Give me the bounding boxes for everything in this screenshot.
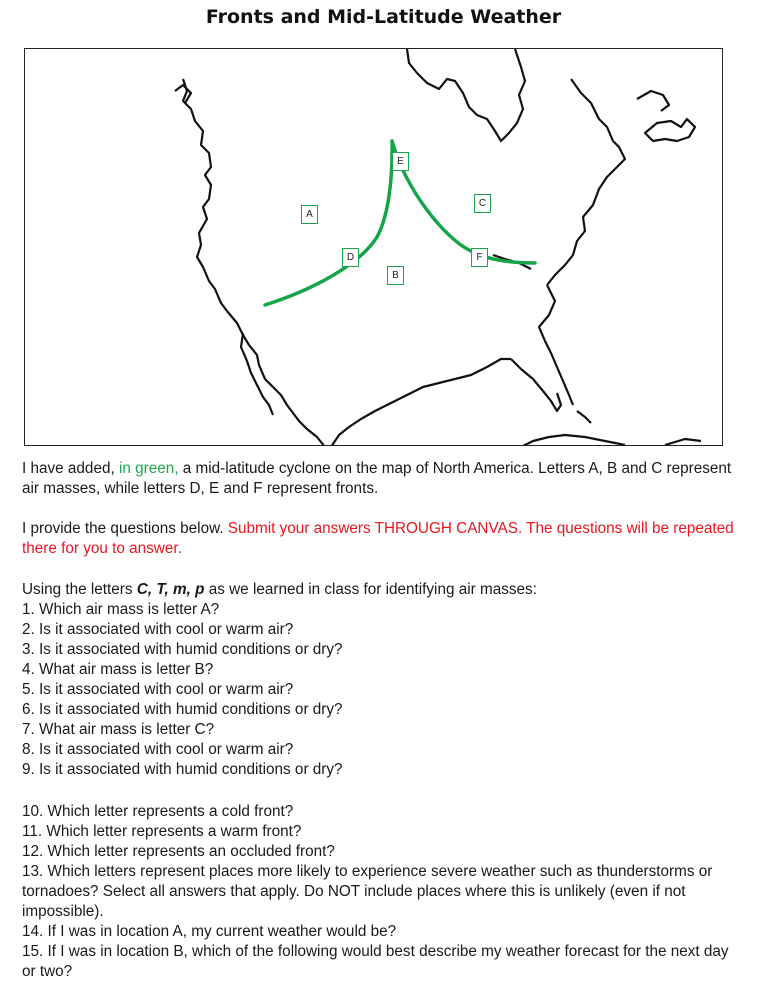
- question-5: 5. Is it associated with cool or warm air?: [22, 681, 294, 698]
- questions-block-2: [22, 802, 744, 982]
- question-9: 9. Is it associated with humid conditions or dry?: [22, 761, 343, 778]
- caribbean-islands: [665, 439, 701, 445]
- question-8: 8. Is it associated with cool or warm air?: [22, 741, 294, 758]
- air-mass-letters: C, T, m, p: [136, 581, 205, 598]
- question-13: 13. Which letters represent places more likely to experience severe weather such as thunderstorms or tornadoes? Select all answers that apply. Do NOT include places where this is unlikely (even if not impossible).: [22, 863, 713, 920]
- question-3: 3. Is it associated with humid conditions or dry?: [22, 641, 343, 658]
- baja-peninsula: [241, 333, 273, 415]
- labrador-coast: [547, 79, 625, 285]
- intro-text-2: a mid-latitude cyclone on the map of North America. Letters A, B and C represent air masses, while letters D, E and F represent fronts.: [22, 460, 732, 497]
- map-label-f: F: [471, 248, 488, 267]
- baffin-coast: [637, 91, 669, 111]
- west-coastline: [183, 79, 325, 446]
- warm-front-line: [392, 141, 535, 263]
- map-label-c: C: [474, 194, 491, 213]
- intro-green-text: in green,: [118, 460, 179, 477]
- question-7: 7. What air mass is letter C?: [22, 721, 215, 738]
- caribbean-coast: [521, 435, 625, 446]
- questions-block-1: [22, 580, 744, 780]
- page-title: Fronts and Mid-Latitude Weather: [205, 6, 562, 28]
- map-label-e: E: [392, 152, 409, 171]
- intro-text-1: I have added,: [22, 460, 115, 477]
- instructions-text: I provide the questions below.: [22, 520, 224, 537]
- hudson-bay: [407, 49, 525, 141]
- map-drawing: [25, 49, 723, 446]
- coastlines: [175, 49, 701, 446]
- question-4: 4. What air mass is letter B?: [22, 661, 214, 678]
- question-15: 15. If I was in location B, which of the following would best describe my weather forecast for the next day or two?: [22, 943, 729, 980]
- cold-front-line: [265, 141, 392, 305]
- question-12: 12. Which letter represents an occluded front?: [22, 843, 335, 860]
- question-2: 2. Is it associated with cool or warm air?: [22, 621, 294, 638]
- question-6: 6. Is it associated with humid conditions or dry?: [22, 701, 343, 718]
- north-america-map: [24, 48, 723, 446]
- cuba-hint: [577, 411, 591, 423]
- newfoundland: [645, 119, 695, 141]
- map-label-b: B: [387, 266, 404, 285]
- canvas-instructions: [22, 519, 744, 559]
- intro-paragraph: [22, 459, 744, 499]
- question-14: 14. If I was in location A, my current weather would be?: [22, 923, 397, 940]
- question-10: 10. Which letter represents a cold front?: [22, 803, 294, 820]
- map-label-a: A: [301, 205, 318, 224]
- east-coastline: [539, 285, 573, 405]
- map-label-d: D: [342, 248, 359, 267]
- instructions-red-text: Submit your answers THROUGH CANVAS. The questions will be repeated there for you to answer.: [22, 520, 734, 557]
- florida: [511, 359, 561, 411]
- questions-intro: Using the letters C, T, m, p as we learned in class for identifying air masses:: [22, 581, 537, 598]
- question-1: 1. Which air mass is letter A?: [22, 601, 220, 618]
- gulf-coast: [331, 359, 511, 446]
- question-11: 11. Which letter represents a warm front?: [22, 823, 302, 840]
